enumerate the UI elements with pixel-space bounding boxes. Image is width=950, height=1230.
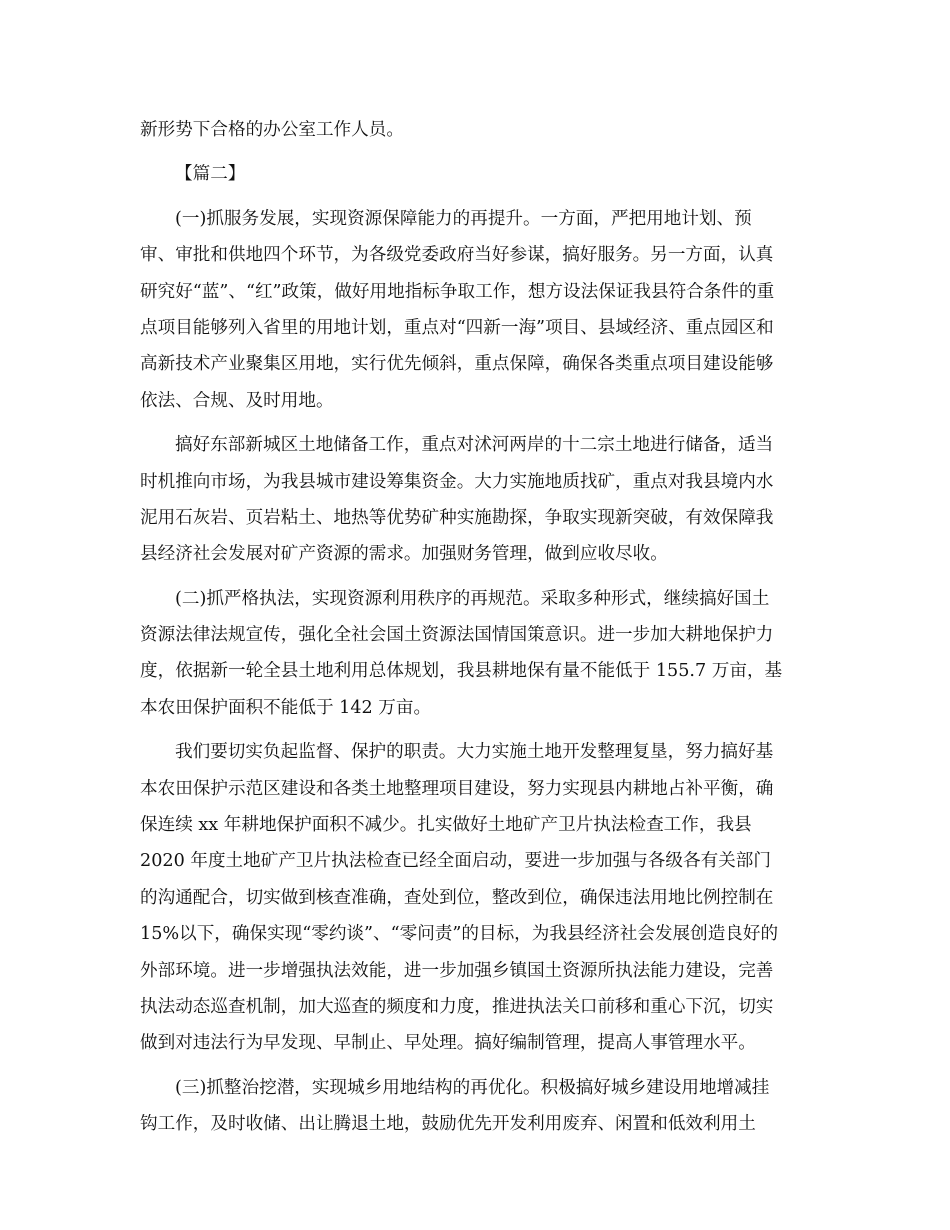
text-line: 度，依据新一轮全县土地利用总体规划，我县耕地保有量不能低于 155.7 万亩，基 (140, 661, 783, 682)
text-line: (三)抓整治挖潜，实现城乡用地结构的再优化。积极搞好城乡建设用地增减挂 (175, 1077, 770, 1098)
text-line: 保连续 xx 年耕地保护面积不减少。扎实做好土地矿产卫片执法检查工作，我县 (140, 815, 752, 836)
paragraph-spacer (140, 419, 812, 427)
paragraph-spacer (140, 1062, 812, 1070)
text-line: 做到对违法行为早发现、早制止、早处理。搞好编制管理，提高人事管理水平。 (140, 1033, 756, 1054)
text-line: 的沟通配合，切实做到核查准确，查处到位，整改到位，确保违法用地比例控制在 (140, 887, 774, 908)
paragraph-spacer (140, 148, 812, 156)
text-line: 高新技术产业聚集区用地，实行优先倾斜，重点保障，确保各类重点项目建设能够 (140, 354, 774, 375)
text-line: 依法、合规、及时用地。 (140, 390, 334, 411)
text-line: 泥用石灰岩、页岩粘土、地热等优势矿种实施勘探，争取实现新突破，有效保障我 (140, 507, 774, 528)
text-line: 我们要切实负起监督、保护的职责。大力实施土地开发整理复垦，努力搞好基 (175, 742, 774, 763)
text-line: 2020 年度土地矿产卫片执法检查已经全面启动，要进一步加强与各级各有关部门 (140, 851, 771, 872)
text-line: 【篇二】 (175, 164, 246, 185)
text-line: 15%以下，确保实现“零约谈”、“零问责”的目标，为我县经济社会发展创造良好的 (140, 924, 779, 945)
text-line: 新形势下合格的办公室工作人员。 (140, 120, 404, 140)
text-line: 外部环境。进一步增强执法效能，进一步加强乡镇国土资源所执法能力建设，完善 (140, 960, 774, 981)
paragraph-spacer (140, 573, 812, 581)
text-line: 资源法律法规宣传，强化全社会国土资源法国情国策意识。进一步加大耕地保护力 (140, 625, 774, 646)
text-line: 本农田保护示范区建设和各类土地整理项目建设，努力实现县内耕地占补平衡，确 (140, 778, 774, 799)
paragraph-spacer (140, 726, 812, 734)
text-line: 县经济社会发展对矿产资源的需求。加强财务管理，做到应收尽收。 (140, 544, 668, 565)
text-line: (二)抓严格执法，实现资源利用秩序的再规范。采取多种形式，继续搞好国土 (175, 588, 770, 609)
text-line: 审、审批和供地四个环节，为各级党委政府当好参谋，搞好服务。另一方面，认真 (140, 245, 774, 266)
document-body (140, 112, 812, 1143)
text-line: 研究好“蓝”、“红”政策，做好用地指标争取工作，想方设法保证我县符合条件的重 (140, 281, 775, 302)
text-line: 本农田保护面积不能低于 142 万亩。 (140, 697, 432, 718)
text-line: 钩工作，及时收储、出让腾退土地，鼓励优先开发利用废弃、闲置和低效利用土 (140, 1114, 756, 1135)
text-line: 执法动态巡查机制，加大巡查的频度和力度，推进执法关口前移和重心下沉，切实 (140, 996, 774, 1017)
text-line: 点项目能够列入省里的用地计划，重点对“四新一海”项目、县域经济、重点园区和 (140, 317, 774, 338)
text-line: (一)抓服务发展，实现资源保障能力的再提升。一方面，严把用地计划、预 (175, 208, 752, 229)
text-line: 搞好东部新城区土地储备工作，重点对沭河两岸的十二宗土地进行储备，适当 (175, 435, 774, 456)
text-line: 时机推向市场，为我县城市建设筹集资金。大力实施地质找矿，重点对我县境内水 (140, 471, 774, 492)
paragraph-spacer (140, 193, 812, 201)
